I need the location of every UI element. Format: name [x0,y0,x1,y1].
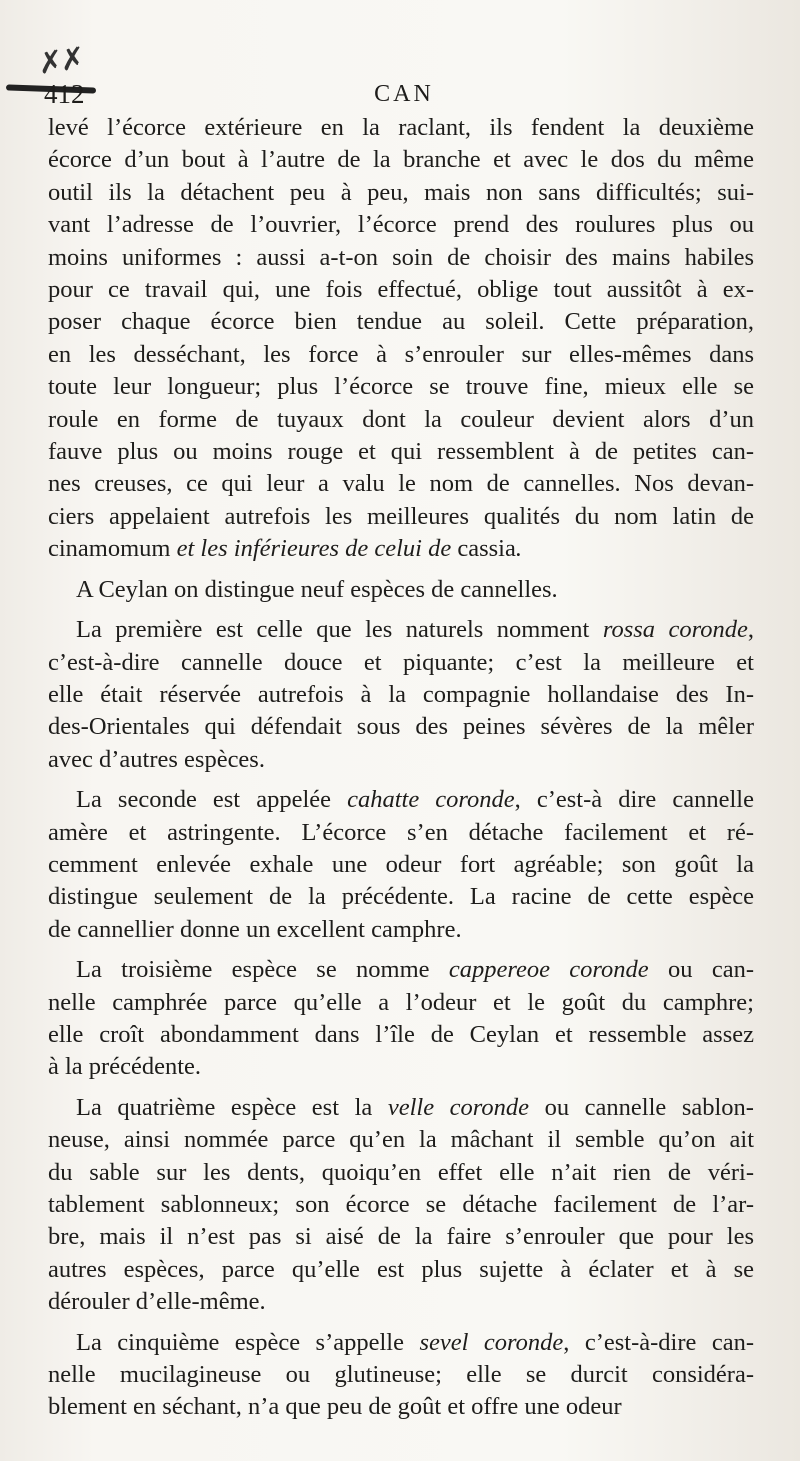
text-line [48,1019,754,1051]
text-run: ou cannelle sablon- [529,1093,754,1121]
text-line [48,1391,754,1423]
italic-term: cahatte coronde [347,786,515,814]
text-run: La quatrième espèce est la [76,1093,388,1121]
italic-term: velle coronde [387,1093,530,1121]
text-line [48,501,754,533]
italic-term: cappereoe coronde [448,956,649,984]
text-run: La seconde est appelée [76,786,348,814]
text-line [48,339,754,371]
paragraph [48,1327,754,1424]
text-line [48,1051,754,1083]
text-line [48,784,754,816]
text-run: elle était réservée autrefois à la compagnie hollandaise des In- [48,680,754,708]
text-run: ou can- [648,956,754,984]
text-run: tablement sablonneux; son écorce se détache facilement de l’ar- [48,1191,754,1218]
text-run: du sable sur les dents, quoiqu’en effet elle n’ait rien de véri- [48,1158,754,1186]
text-run: cinamomum [48,535,171,563]
text-run: cemment enlevée exhale une odeur fort agréable; son goût la [48,850,754,878]
text-run: vant l’adresse de l’ouvrier, l’écorce prend des roulures plus ou [48,211,754,239]
text-line [48,744,754,776]
page-header [44,74,764,114]
text-line [48,1286,754,1318]
text-run: elle croît abondamment dans l’île de Ceylan et ressemble assez [48,1020,754,1048]
italic-term: . [515,535,522,563]
text-line [48,1359,754,1391]
text-run: c’est-à-dire cannelle douce et piquante; c’est la meilleure et [48,648,754,676]
handwritten-mark: ✗✗ [35,41,85,82]
paragraph [48,1092,754,1319]
text-line [48,274,754,306]
page-number: 412 [44,79,85,109]
text-run: ciers appelaient autrefois les meilleures qualités du nom latin de [48,502,754,530]
text-line [48,849,754,881]
italic-term: et les inférieures de celui de [170,535,458,563]
text-line [48,177,754,209]
text-line [48,647,754,679]
text-line [48,1157,754,1189]
italic-term: rossa coronde [602,616,748,644]
text-run: distingue seulement de la précédente. La racine de cette espèce [48,883,754,911]
text-line [48,404,754,436]
text-run: écorce d’un bout à l’autre de la branche et avec le dos du même [48,146,754,174]
text-run: blement en séchant, n’a que peu de goût et offre une odeur [48,1393,622,1421]
text-run: nes creuses, ce qui leur a valu le nom de cannelles. Nos devan- [48,470,754,498]
text-run: de cannellier donne un excellent camphre. [48,915,462,943]
text-run: , [747,616,754,644]
text-line [48,306,754,338]
text-line [48,711,754,743]
text-line [48,987,754,1019]
text-run: amère et astringente. L’écorce s’en détache facilement et ré- [48,818,754,846]
text-run: moins uniformes : aussi a-t-on soin de choisir des mains habiles [48,243,754,271]
text-line [48,1124,754,1156]
text-line [48,144,754,176]
text-run: autres espèces, parce qu’elle est plus sujette à éclater et à se [48,1255,754,1283]
text-run: , c’est-à dire cannelle [514,786,754,814]
paragraph [48,784,754,946]
text-line [48,242,754,274]
text-run: levé l’écorce extérieure en la raclant, ils fendent la deuxième [48,114,754,141]
text-run: nelle camphrée parce qu’elle a l’odeur et le goût du camphre; [48,988,754,1016]
text-line [48,533,754,565]
text-line [48,1327,754,1359]
text-run: des-Orientales qui défendait sous des peines sévères de la mêler [48,713,754,741]
text-run: nelle mucilagineuse ou glutineuse; elle se durcit considéra- [48,1361,754,1389]
text-run: La cinquième espèce s’appelle [76,1328,420,1356]
running-head: CAN [374,81,434,107]
text-line [48,1221,754,1253]
paragraph [48,954,754,1084]
text-line [48,914,754,946]
text-run: La troisième espèce se nomme [76,956,449,984]
text-line [48,881,754,913]
text-run: outil ils la détachent peu à peu, mais non sans difficultés; sui- [48,178,754,206]
text-line [48,371,754,403]
text-line [48,614,754,646]
text-run: neuse, ainsi nommée parce qu’en la mâchant il semble qu’on ait [48,1126,754,1154]
paragraph [48,614,754,776]
text-line [48,817,754,849]
italic-term: sevel coronde [419,1328,564,1356]
text-run: en les desséchant, les force à s’enrouler sur elles-mêmes dans [48,340,754,368]
text-run: cassia [457,535,516,563]
text-run: pour ce travail qui, une fois effectué, oblige tout aussitôt à ex- [48,276,754,304]
text-run: fauve plus ou moins rouge et qui ressemblent à de petites can- [48,438,754,466]
text-run: roule en forme de tuyaux dont la couleur devient alors d’un [48,405,754,433]
text-line [48,679,754,711]
text-run: poser chaque écorce bien tendue au soleil. Cette préparation, [48,308,754,336]
text-run: , c’est-à-dire can- [563,1328,755,1356]
text-line [48,954,754,986]
text-run: dérouler d’elle-même. [48,1288,266,1316]
text-line [48,209,754,241]
text-line [48,1254,754,1286]
text-run: bre, mais il n’est pas si aisé de la faire s’enrouler que pour les [48,1223,754,1251]
text-line [48,436,754,468]
paragraph [48,112,754,566]
text-run: à la précédente. [48,1053,202,1081]
body-text [48,112,754,1432]
text-run: avec d’autres espèces. [48,745,265,773]
text-line [48,1189,754,1221]
text-line [48,112,754,144]
text-run: La première est celle que les naturels nomment [76,616,603,644]
paragraph [48,574,754,606]
text-line [48,468,754,500]
text-line [48,1092,754,1124]
text-run: A Ceylan on distingue neuf espèces de cannelles. [76,575,558,603]
text-run: toute leur longueur; plus l’écorce se trouve fine, mieux elle se [48,373,754,401]
text-line [48,574,754,606]
